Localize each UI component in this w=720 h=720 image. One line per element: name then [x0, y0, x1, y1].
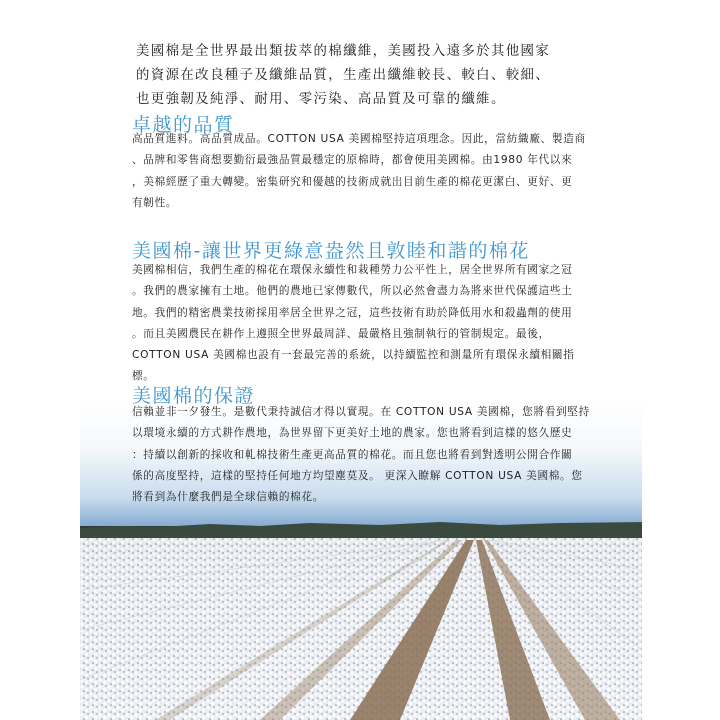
body-line: 、品牌和零售商想要勤衍最強品質最穩定的原棉時，都會使用美國棉。由1980 年代以來	[132, 154, 573, 167]
body-line: 美國棉相信，我們生產的棉花在環保永續性和栽種勞力公平性上，居全世界所有國家之冠	[132, 264, 573, 276]
body-line: ，美棉經歷了重大轉變。密集研究和優越的技術成就出目前生產的棉花更潔白、更好、更	[132, 175, 573, 188]
body-line: 。我們的農家擁有土地。他們的農地已家傳數代，所以必然會盡力為將來世代保護這些土	[132, 285, 573, 298]
body-line: 將看到為什麼我們是全球信賴的棉花。	[132, 491, 324, 504]
section-title-green: 美國棉-讓世界更綠意盎然且敦睦和諧的棉花	[132, 240, 530, 262]
section-body-guarantee	[132, 402, 592, 508]
section-title-quality: 卓越的品質	[132, 114, 235, 136]
body-line: 係的高度堅持，這樣的堅持任何地方均望塵莫及。 更深入瞭解 COTTON USA 美國棉。您	[132, 469, 583, 482]
body-line: COTTON USA 美國棉也設有一套最完善的系統，以持續監控和測量所有環保永續相關指標。	[132, 349, 575, 383]
body-line: ：持續以創新的採收和軋棉技術生產更高品質的棉花。而且您也將看到對透明公開合作關	[132, 448, 573, 461]
body-line: 高品質進料。高品質成品。COTTON USA 美國棉堅持這項理念。因此，當紡織廠、製造商	[132, 133, 586, 145]
intro-line: 也更強韌及純淨、耐用、零污染、高品質及可靠的纖維。	[136, 92, 506, 107]
body-line: 地。我們的精密農業技術採用率居全世界之冠，這些技術有助於降低用水和殺蟲劑的使用	[132, 306, 573, 319]
body-line: 。而且美國農民在耕作上遵照全世界最周詳、最嚴格且強制執行的管制規定。最後，	[132, 327, 550, 340]
body-line: 信賴並非一夕發生。是數代秉持誠信才得以實現。在 COTTON USA 美國棉，您將看到堅持	[132, 406, 590, 418]
section-body-green	[132, 260, 592, 388]
section-title-guarantee: 美國棉的保證	[132, 385, 256, 407]
body-line: 以環境永續的方式耕作農地，為世界留下更美好土地的農家。您也將看到這樣的悠久歷史	[132, 427, 573, 440]
intro-line: 的資源在改良種子及纖維品質，生產出纖維較長、較白、較細、	[136, 68, 551, 83]
section-body-quality	[132, 129, 592, 214]
intro-paragraph	[136, 40, 606, 112]
intro-line: 美國棉是全世界最出類拔萃的棉纖維，美國投入遠多於其他國家	[136, 44, 551, 59]
body-line: 有韌性。	[132, 196, 178, 209]
